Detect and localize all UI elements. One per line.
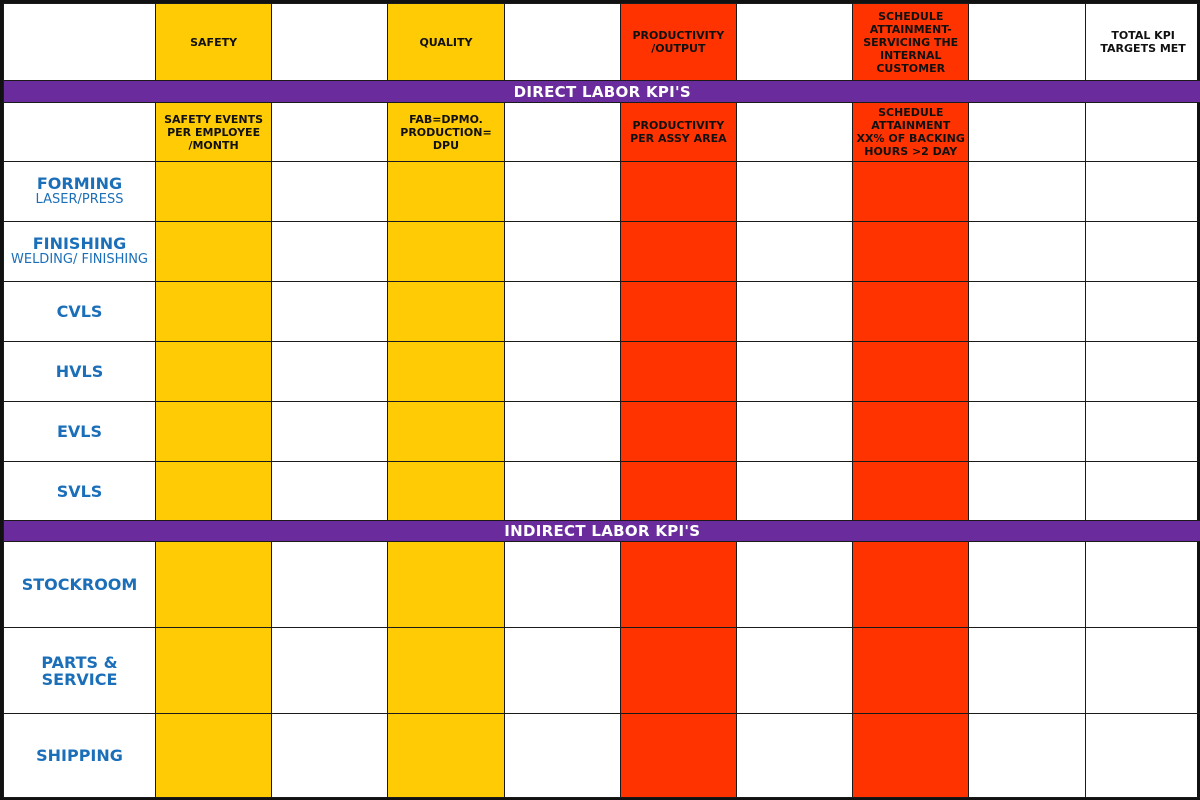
- kpi-cell[interactable]: [504, 222, 620, 282]
- kpi-table: [3, 3, 1200, 798]
- kpi-cell[interactable]: [620, 162, 736, 222]
- table-row: [4, 714, 1200, 798]
- kpi-cell[interactable]: [1085, 462, 1200, 521]
- row-label-main: HVLS: [55, 362, 104, 381]
- kpi-cell[interactable]: [969, 222, 1085, 282]
- header-total-kpi: TOTAL KPI TARGETS MET: [1085, 4, 1200, 81]
- kpi-cell[interactable]: [388, 162, 504, 222]
- kpi-cell[interactable]: [969, 542, 1085, 628]
- kpi-cell[interactable]: [620, 402, 736, 462]
- kpi-cell[interactable]: [156, 462, 272, 521]
- blank-cell: [504, 4, 620, 81]
- kpi-cell[interactable]: [620, 542, 736, 628]
- kpi-cell[interactable]: [1085, 714, 1200, 798]
- blank-cell: [272, 4, 388, 81]
- blank-cell: [1085, 103, 1200, 162]
- kpi-cell[interactable]: [272, 162, 388, 222]
- subheader-productivity: PRODUCTIVITY PER ASSY AREA: [620, 103, 736, 162]
- blank-cell: [736, 103, 852, 162]
- kpi-cell[interactable]: [853, 222, 969, 282]
- kpi-cell[interactable]: [388, 342, 504, 402]
- row-label-main: PARTS & SERVICE: [41, 652, 118, 689]
- kpi-cell[interactable]: [156, 222, 272, 282]
- row-label-svls: [4, 462, 156, 521]
- kpi-cell[interactable]: [272, 628, 388, 714]
- kpi-cell[interactable]: [388, 462, 504, 521]
- header-schedule: SCHEDULE ATTAINMENT- SERVICING THE INTERNAL CUSTOMER: [853, 4, 969, 81]
- kpi-cell[interactable]: [156, 402, 272, 462]
- row-label-forming: [4, 162, 156, 222]
- kpi-cell[interactable]: [1085, 282, 1200, 342]
- subheader-safety: SAFETY EVENTS PER EMPLOYEE /MONTH: [156, 103, 272, 162]
- kpi-cell[interactable]: [388, 542, 504, 628]
- direct-labor-band-row: [4, 81, 1200, 103]
- row-label-finishing: [4, 222, 156, 282]
- header-safety: SAFETY: [156, 4, 272, 81]
- kpi-cell[interactable]: [620, 282, 736, 342]
- blank-cell: [969, 4, 1085, 81]
- kpi-cell[interactable]: [504, 282, 620, 342]
- kpi-cell[interactable]: [969, 162, 1085, 222]
- kpi-cell[interactable]: [853, 282, 969, 342]
- table-row: [4, 342, 1200, 402]
- kpi-cell[interactable]: [272, 542, 388, 628]
- kpi-cell[interactable]: [1085, 342, 1200, 402]
- kpi-cell[interactable]: [853, 402, 969, 462]
- kpi-cell[interactable]: [736, 342, 852, 402]
- kpi-cell[interactable]: [969, 282, 1085, 342]
- kpi-cell[interactable]: [620, 222, 736, 282]
- row-label-main: CVLS: [56, 302, 103, 321]
- kpi-cell[interactable]: [853, 162, 969, 222]
- blank-cell: [969, 103, 1085, 162]
- kpi-cell[interactable]: [969, 342, 1085, 402]
- kpi-cell[interactable]: [969, 714, 1085, 798]
- header-quality: QUALITY: [388, 4, 504, 81]
- subheader-schedule: SCHEDULE ATTAINMENT XX% OF BACKING HOURS >2 DAY: [853, 103, 969, 162]
- kpi-cell[interactable]: [736, 402, 852, 462]
- kpi-cell[interactable]: [504, 342, 620, 402]
- kpi-cell[interactable]: [969, 628, 1085, 714]
- kpi-cell[interactable]: [156, 714, 272, 798]
- indirect-labor-band: INDIRECT LABOR KPI'S: [4, 521, 1200, 542]
- corner-cell: [4, 4, 156, 81]
- row-label-stockroom: [4, 542, 156, 628]
- kpi-cell[interactable]: [853, 342, 969, 402]
- kpi-cell[interactable]: [1085, 542, 1200, 628]
- kpi-cell[interactable]: [620, 714, 736, 798]
- blank-cell: [272, 103, 388, 162]
- kpi-cell[interactable]: [388, 282, 504, 342]
- kpi-cell[interactable]: [156, 342, 272, 402]
- kpi-cell[interactable]: [969, 402, 1085, 462]
- kpi-cell[interactable]: [1085, 402, 1200, 462]
- kpi-cell[interactable]: [504, 542, 620, 628]
- kpi-cell[interactable]: [272, 222, 388, 282]
- table-row: [4, 462, 1200, 521]
- kpi-cell[interactable]: [853, 628, 969, 714]
- table-row: [4, 222, 1200, 282]
- kpi-cell[interactable]: [156, 542, 272, 628]
- row-label-main: STOCKROOM: [21, 575, 138, 594]
- kpi-cell[interactable]: [156, 628, 272, 714]
- kpi-cell[interactable]: [504, 402, 620, 462]
- indirect-labor-band-row: [4, 521, 1200, 542]
- kpi-cell[interactable]: [620, 342, 736, 402]
- kpi-cell[interactable]: [272, 714, 388, 798]
- kpi-cell[interactable]: [388, 628, 504, 714]
- direct-labor-band: DIRECT LABOR KPI'S: [4, 81, 1200, 103]
- table-row: [4, 162, 1200, 222]
- header-productivity: PRODUCTIVITY /OUTPUT: [620, 4, 736, 81]
- row-label-cvls: [4, 282, 156, 342]
- row-label-main: FINISHING: [32, 234, 127, 253]
- table-row: [4, 282, 1200, 342]
- blank-cell: [736, 4, 852, 81]
- kpi-cell[interactable]: [272, 402, 388, 462]
- table-row: [4, 542, 1200, 628]
- kpi-cell[interactable]: [620, 462, 736, 521]
- kpi-cell[interactable]: [853, 542, 969, 628]
- kpi-cell[interactable]: [736, 222, 852, 282]
- table-row: [4, 628, 1200, 714]
- kpi-cell[interactable]: [388, 222, 504, 282]
- kpi-cell[interactable]: [156, 282, 272, 342]
- kpi-cell[interactable]: [736, 462, 852, 521]
- kpi-cell[interactable]: [504, 162, 620, 222]
- row-label-main: SVLS: [56, 481, 103, 501]
- subheader-quality: FAB=DPMO. PRODUCTION= DPU: [388, 103, 504, 162]
- row-label-main: FORMING: [36, 174, 123, 193]
- kpi-cell[interactable]: [272, 342, 388, 402]
- row-label-main: EVLS: [56, 422, 103, 441]
- row-label-sub: WELDING/ FINISHING: [11, 252, 148, 267]
- kpi-cell[interactable]: [736, 714, 852, 798]
- kpi-cell[interactable]: [620, 628, 736, 714]
- kpi-cell[interactable]: [504, 714, 620, 798]
- sub-header-row: [4, 103, 1200, 162]
- table-row: [4, 402, 1200, 462]
- kpi-cell[interactable]: [1085, 628, 1200, 714]
- kpi-cell[interactable]: [853, 462, 969, 521]
- blank-cell: [4, 103, 156, 162]
- kpi-cell[interactable]: [388, 714, 504, 798]
- row-label-sub: LASER/PRESS: [35, 192, 124, 207]
- row-label-parts-service: [4, 628, 156, 714]
- kpi-cell[interactable]: [969, 462, 1085, 521]
- kpi-cell[interactable]: [156, 162, 272, 222]
- kpi-cell[interactable]: [272, 462, 388, 521]
- kpi-cell[interactable]: [736, 282, 852, 342]
- row-label-shipping: [4, 714, 156, 798]
- row-label-main: SHIPPING: [36, 746, 123, 765]
- blank-cell: [504, 103, 620, 162]
- kpi-cell[interactable]: [736, 628, 852, 714]
- kpi-cell[interactable]: [504, 462, 620, 521]
- kpi-cell[interactable]: [272, 282, 388, 342]
- kpi-cell[interactable]: [853, 714, 969, 798]
- kpi-cell[interactable]: [736, 542, 852, 628]
- kpi-cell[interactable]: [1085, 222, 1200, 282]
- kpi-cell[interactable]: [736, 162, 852, 222]
- row-label-hvls: [4, 342, 156, 402]
- kpi-cell[interactable]: [1085, 162, 1200, 222]
- row-label-evls: [4, 402, 156, 462]
- kpi-cell[interactable]: [504, 628, 620, 714]
- top-header-row: [4, 4, 1200, 81]
- kpi-cell[interactable]: [388, 402, 504, 462]
